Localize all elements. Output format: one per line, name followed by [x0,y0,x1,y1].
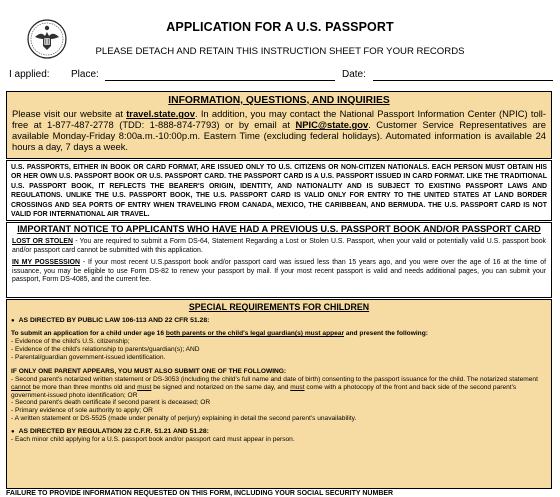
public-law-heading: ● AS DIRECTED BY PUBLIC LAW 106-113 AND 22 CFR 51.28: [11,317,547,324]
list-item: - Evidence of the child's U.S. citizenship; [11,338,551,346]
children-heading: SPECIAL REQUIREMENTS FOR CHILDREN [188,302,370,312]
notice-heading: IMPORTANT NOTICE TO APPLICANTS WHO HAVE HAD A PREVIOUS U.S. PASSPORT BOOK AND/OR PASSPORT CARD [17,224,541,234]
list-item: - Second parent's notarized written statement or DS-3053 (including the child's full name and date of birth) consenting to the passport issuance for the child. The notarized statement cannot be more than three months old and must be signed and notarized on the same day, and must come with a photocopy of the front and back side of the second parent's government-issued photo identification; OR [11,376,551,400]
date-label: Date: [342,69,366,80]
website-link[interactable]: travel.state.gov [126,108,195,119]
list-item: - Second parent's death certificate if second parent is deceased; OR [11,399,551,407]
notice-box [6,222,552,298]
requirements-list [11,338,551,362]
bottom-text: FAILURE TO PROVIDE INFORMATION REQUESTED ON THIS FORM, INCLUDING YOUR SOCIAL SECURITY NUMBER [6,490,394,497]
place-field[interactable] [105,80,335,81]
possession-paragraph: IN MY POSSESSION - If your most recent U.S.passport book and/or passport card was issued less than 15 years ago, and you were over the age of 16 at the time of issuance, you may be eligible to use Form DS-82 to renew your passport by mail. If your most recent passport is valid and needs additional pages, you can submit your passport, Form DS-4085, and the current fee. [12,259,546,283]
date-field[interactable] [373,80,553,81]
regulation-list [11,436,551,444]
list-item: - Parental/guardian government-issued identification. [11,354,551,362]
applied-row [9,69,554,83]
info-text: Please visit our website at travel.state.gov. In addition, you may contact the National Passport Information Center (NPIC) toll-free at 1-877-487-2778 (TDD: 1-888-874-7793) or by email at NPIC@state.gov. Customer Service Representatives are available Monday-Friday 8:00a.m.-10:00p.m. Eastern Time (excluding federal holidays). Automated information is available 24 hours a day, 7 days a week. [12,108,546,152]
list-item: - Primary evidence of sole authority to apply; OR [11,407,551,415]
list-item: - A written statement or DS-5525 (made under penalty of perjury) explaining in detail the second parent's unavailability. [11,415,551,423]
lost-paragraph: LOST OR STOLEN - You are required to submit a Form DS-64, Statement Regarding a Lost or Stolen U.S. Passport, when your valid or potentially valid U.S. passport book and/or passport card cannot be submitted with this application. [12,238,546,254]
page-title: APPLICATION FOR A U.S. PASSPORT [166,20,394,34]
list-item: - Evidence of the child's relationship to parents/guardian(s); AND [11,346,551,354]
regulation-heading: ● AS DIRECTED BY REGULATION 22 C.F.R. 51.21 AND 51.28: [11,428,547,435]
info-box [6,91,552,159]
applied-label: I applied: [9,69,50,80]
one-parent-heading: IF ONLY ONE PARENT APPEARS, YOU MUST ALSO SUBMIT ONE OF THE FOLLOWING: [11,367,287,375]
email-link[interactable]: NPIC@state.gov [295,119,369,130]
submit-text: To submit an application for a child under age 16 both parents or the child's legal guardian(s) must appear and present the following: [11,330,428,337]
formats-text: U.S. PASSPORTS, EITHER IN BOOK OR CARD FORMAT, ARE ISSUED ONLY TO U.S. CITIZENS OR NON-CITIZEN NATIONALS. EACH PERSON MUST OBTAIN HIS OR HER OWN U.S. PASSPORT BOOK OR U.S. PASSPORT CARD. THE PASSPORT CARD IS A U.S. PASSPORT ISSUED IN CARD FORMAT. LIKE THE TRADITIONAL U.S. PASSPORT BOOK, IT REFLECTS THE BEARER'S ORIGIN, IDENTITY, AND NATIONALITY AND IS SUBJECT TO EXISTING PASSPORT LAWS AND REGULATIONS. UNLIKE THE U.S. PASSPORT BOOK, THE U.S. PASSPORT CARD IS VALID ONLY FOR ENTRY TO THE UNITED STATES AT LAND BORDER CROSSINGS AND SEA PORTS OF ENTRY WHEN TRAVELING FROM CANADA, MEXICO, THE CARIBBEAN, AND BERMUDA. THE U.S. PASSPORT CARD IS NOT VALID FOR INTERNATIONAL AIR TRAVEL. [11,164,547,219]
formats-box [6,160,552,221]
alternatives-list [11,376,551,423]
info-heading: INFORMATION, QUESTIONS, AND INQUIRIES [168,95,390,106]
page-subtitle: PLEASE DETACH AND RETAIN THIS INSTRUCTION SHEET FOR YOUR RECORDS [95,46,465,57]
place-label: Place: [71,69,99,80]
list-item: - Each minor child applying for a U.S. passport book and/or passport card must appear in person. [11,436,551,444]
children-box [6,299,552,489]
